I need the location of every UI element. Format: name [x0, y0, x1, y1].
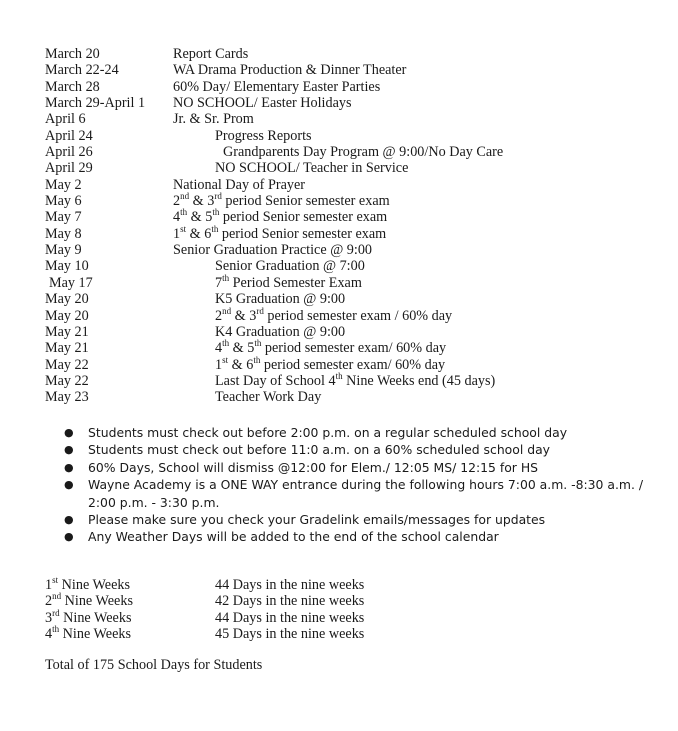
nine-weeks-summary	[45, 577, 645, 642]
event-date: April 24	[45, 127, 93, 144]
quarter-row	[45, 577, 645, 593]
schedule-row	[45, 46, 665, 62]
quarter-days: 42 Days in the nine weeks	[215, 593, 365, 610]
event-description: Senior Graduation Practice @ 9:00	[173, 242, 373, 259]
list-item	[64, 441, 664, 458]
list-item	[64, 424, 664, 441]
bullet-icon: ●	[64, 426, 74, 439]
quarter-days: 45 Days in the nine weeks	[215, 626, 365, 643]
event-description: Jr. & Sr. Prom	[173, 111, 254, 128]
list-item	[64, 528, 664, 545]
event-date: May 17	[49, 274, 93, 291]
bullet-icon: ●	[64, 478, 74, 492]
list-item	[64, 511, 664, 528]
note-text: Students must check out before 11:0 a.m. on a 60% scheduled school day	[88, 442, 551, 458]
schedule-row	[45, 177, 665, 193]
schedule-row	[45, 324, 665, 340]
event-description: National Day of Prayer	[173, 176, 305, 193]
event-description: Teacher Work Day	[215, 389, 322, 406]
event-date: May 8	[45, 225, 82, 242]
note-text: Please make sure you check your Gradelink emails/messages for updates	[88, 512, 546, 528]
event-description: WA Drama Production & Dinner Theater	[173, 62, 407, 79]
schedule-row	[45, 209, 665, 225]
event-date: May 22	[45, 372, 89, 389]
schedule-row	[45, 144, 665, 160]
bullet-icon: ●	[64, 530, 74, 544]
event-date: April 6	[45, 111, 86, 128]
event-description: 2nd & 3rd period semester exam / 60% day	[215, 305, 453, 324]
event-description: 4th & 5th period Senior semester exam	[173, 207, 388, 226]
schedule-row	[45, 62, 665, 78]
quarter-name: 1st Nine Weeks	[45, 575, 130, 593]
total-days: Total of 175 School Days for Students	[45, 657, 263, 673]
schedule-row	[45, 305, 665, 324]
event-description: Grandparents Day Program @ 9:00/No Day Care	[223, 144, 504, 161]
event-date: March 20	[45, 46, 100, 62]
schedule-row	[45, 340, 665, 356]
event-description: 1st & 6th period semester exam/ 60% day	[215, 354, 446, 373]
quarter-row	[45, 593, 645, 609]
event-date: May 10	[45, 258, 89, 275]
schedule-row	[45, 79, 665, 95]
bullet-icon: ●	[64, 460, 74, 474]
schedule-row	[45, 389, 665, 405]
event-description: Last Day of School 4th Nine Weeks end (45 days)	[215, 370, 496, 389]
list-item	[64, 459, 664, 476]
schedule-row	[45, 128, 665, 144]
schedule-row	[45, 193, 665, 209]
note-text-continuation: 2:00 p.m. - 3:30 p.m.	[88, 494, 220, 510]
note-text: Any Weather Days will be added to the end of the school calendar	[88, 529, 499, 545]
quarter-days: 44 Days in the nine weeks	[215, 609, 365, 626]
event-description: 60% Day/ Elementary Easter Parties	[173, 78, 381, 95]
schedule-row	[45, 111, 665, 127]
event-date: May 6	[45, 193, 82, 210]
note-text: Students must check out before 2:00 p.m. on a regular scheduled school day	[88, 425, 568, 440]
event-description: Progress Reports	[215, 127, 312, 144]
schedule-row	[45, 370, 665, 389]
event-description: 2nd & 3rd period Senior semester exam	[173, 191, 390, 210]
quarter-name: 4th Nine Weeks	[45, 624, 131, 643]
schedule-row	[45, 291, 665, 307]
event-date: April 26	[45, 144, 93, 161]
event-date: March 29-April 1	[45, 95, 146, 112]
schedule-row	[45, 272, 665, 291]
event-date: May 21	[45, 340, 89, 357]
note-text: 60% Days, School will dismiss @12:00 for Elem./ 12:05 MS/ 12:15 for HS	[88, 459, 539, 475]
event-description: Report Cards	[173, 46, 249, 62]
schedule-row	[45, 95, 665, 111]
event-description: NO SCHOOL/ Easter Holidays	[173, 95, 352, 112]
event-date: May 7	[45, 209, 82, 226]
event-description: NO SCHOOL/ Teacher in Service	[215, 160, 409, 177]
event-date: March 22-24	[45, 62, 119, 79]
quarter-row	[45, 607, 645, 626]
event-date: March 28	[45, 78, 100, 95]
event-description: 4th & 5th period semester exam/ 60% day	[215, 338, 447, 357]
event-date: May 21	[45, 323, 89, 340]
schedule-row	[45, 354, 665, 373]
event-date: May 20	[45, 291, 89, 308]
quarter-name: 3rd Nine Weeks	[45, 607, 132, 626]
event-date: May 9	[45, 242, 82, 259]
event-date: April 29	[45, 160, 93, 177]
event-description: Senior Graduation @ 7:00	[215, 258, 365, 275]
list-item	[64, 476, 664, 511]
event-date: May 22	[45, 356, 89, 373]
quarter-name: 2nd Nine Weeks	[45, 591, 133, 610]
quarter-row	[45, 626, 645, 642]
event-date: May 20	[45, 307, 89, 324]
event-description: 7th Period Semester Exam	[215, 272, 362, 291]
event-description: 1st & 6th period Senior semester exam	[173, 223, 387, 242]
event-schedule	[45, 46, 665, 406]
bullet-icon: ●	[64, 513, 74, 527]
event-date: May 23	[45, 389, 89, 406]
schedule-row	[45, 160, 665, 176]
event-date: May 2	[45, 176, 82, 193]
event-description: K4 Graduation @ 9:00	[215, 323, 346, 340]
notes-list	[64, 424, 664, 546]
quarter-days: 44 Days in the nine weeks	[215, 577, 365, 593]
schedule-row	[45, 258, 665, 274]
bullet-icon: ●	[64, 443, 74, 457]
event-description: K5 Graduation @ 9:00	[215, 291, 346, 308]
schedule-row	[45, 242, 665, 258]
note-text: Wayne Academy is a ONE WAY entrance during the following hours 7:00 a.m. -8:30 a.m. /	[88, 477, 644, 493]
schedule-row	[45, 223, 665, 242]
